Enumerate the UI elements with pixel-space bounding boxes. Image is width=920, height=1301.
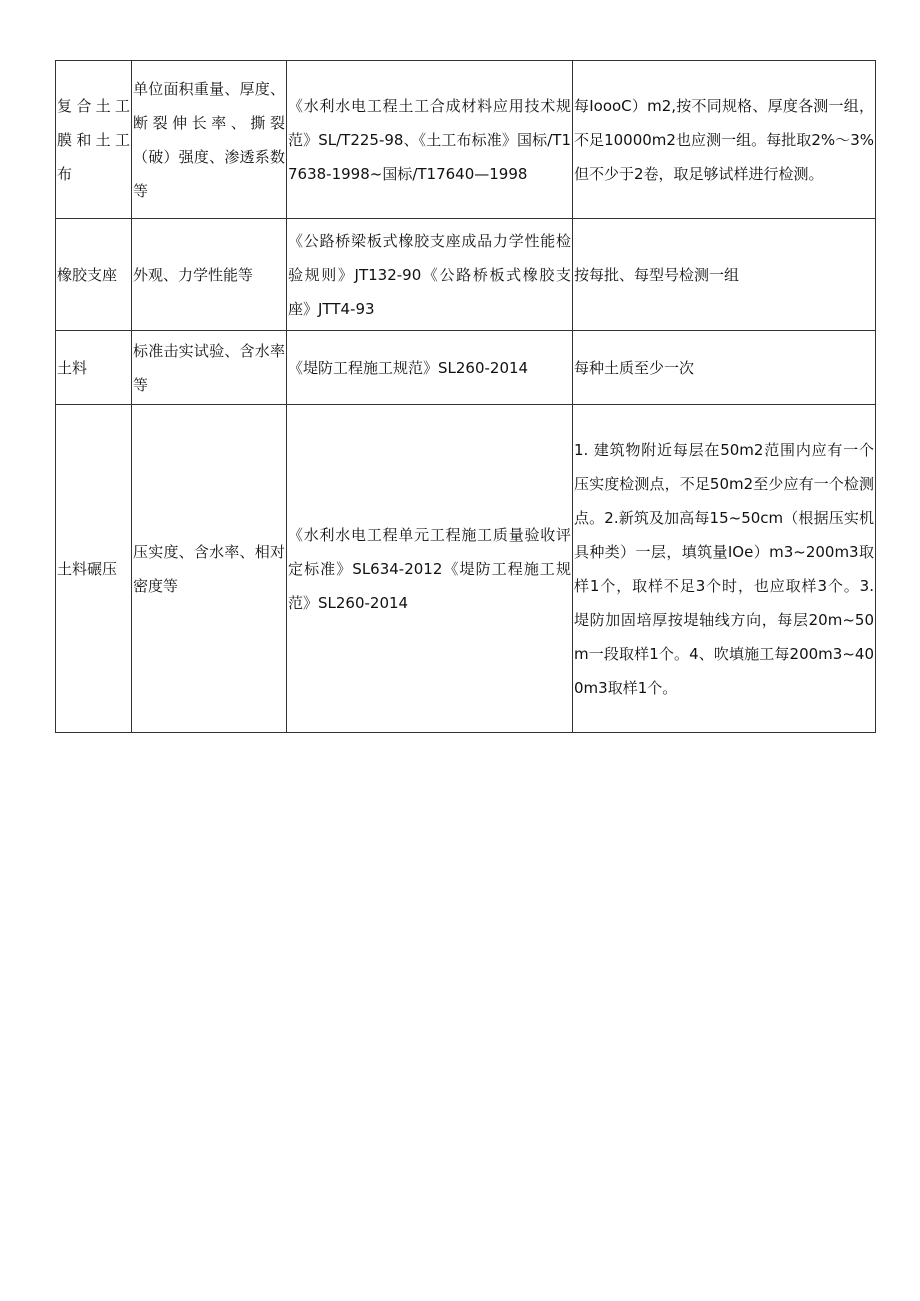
- material-cell: 橡胶支座: [56, 219, 132, 331]
- standard-cell: 《堤防工程施工规范》SL260-2014: [287, 331, 573, 405]
- frequency-cell: 每种土质至少一次: [573, 331, 876, 405]
- material-cell: 土料: [56, 331, 132, 405]
- frequency-cell: 1. 建筑物附近每层在50m2范围内应有一个压实度检测点，不足50m2至少应有一个检测点。2.新筑及加高每15~50cm（根据压实机具种类）一层，填筑量IOe）m3~200m3取样1个，取样不足3个时，也应取样3个。3. 堤防加固培厚按堤轴线方向，每层20m~50m一段取样1个。4、吹填施工每200m3~400m3取样1个。: [573, 405, 876, 733]
- table-row: [56, 61, 876, 219]
- table-row: [56, 219, 876, 331]
- frequency-cell: 每IoooC）m2,按不同规格、厚度各测一组，不足10000m2也应测一组。每批取2%～3%但不少于2卷，取足够试样进行检测。: [573, 61, 876, 219]
- table-row: [56, 405, 876, 733]
- test-items-cell: 标准击实试验、含水率等: [132, 331, 287, 405]
- standard-cell: 《水利水电工程单元工程施工质量验收评定标准》SL634-2012《堤防工程施工规范》SL260-2014: [287, 405, 573, 733]
- frequency-cell: 按每批、每型号检测一组: [573, 219, 876, 331]
- test-items-cell: 单位面积重量、厚度、断裂伸长率、撕裂（破）强度、渗透系数等: [132, 61, 287, 219]
- material-cell: 土料碾压: [56, 405, 132, 733]
- standard-cell: 《水利水电工程土工合成材料应用技术规范》SL/T225-98、《土工布标准》国标/T17638-1998~国标/T17640—1998: [287, 61, 573, 219]
- test-items-cell: 外观、力学性能等: [132, 219, 287, 331]
- material-cell: 复合土工膜和土工布: [56, 61, 132, 219]
- table-row: [56, 331, 876, 405]
- testing-spec-table: [55, 60, 876, 733]
- test-items-cell: 压实度、含水率、相对密度等: [132, 405, 287, 733]
- standard-cell: 《公路桥梁板式橡胶支座成品力学性能检验规则》JT132-90《公路桥板式橡胶支座》JTT4-93: [287, 219, 573, 331]
